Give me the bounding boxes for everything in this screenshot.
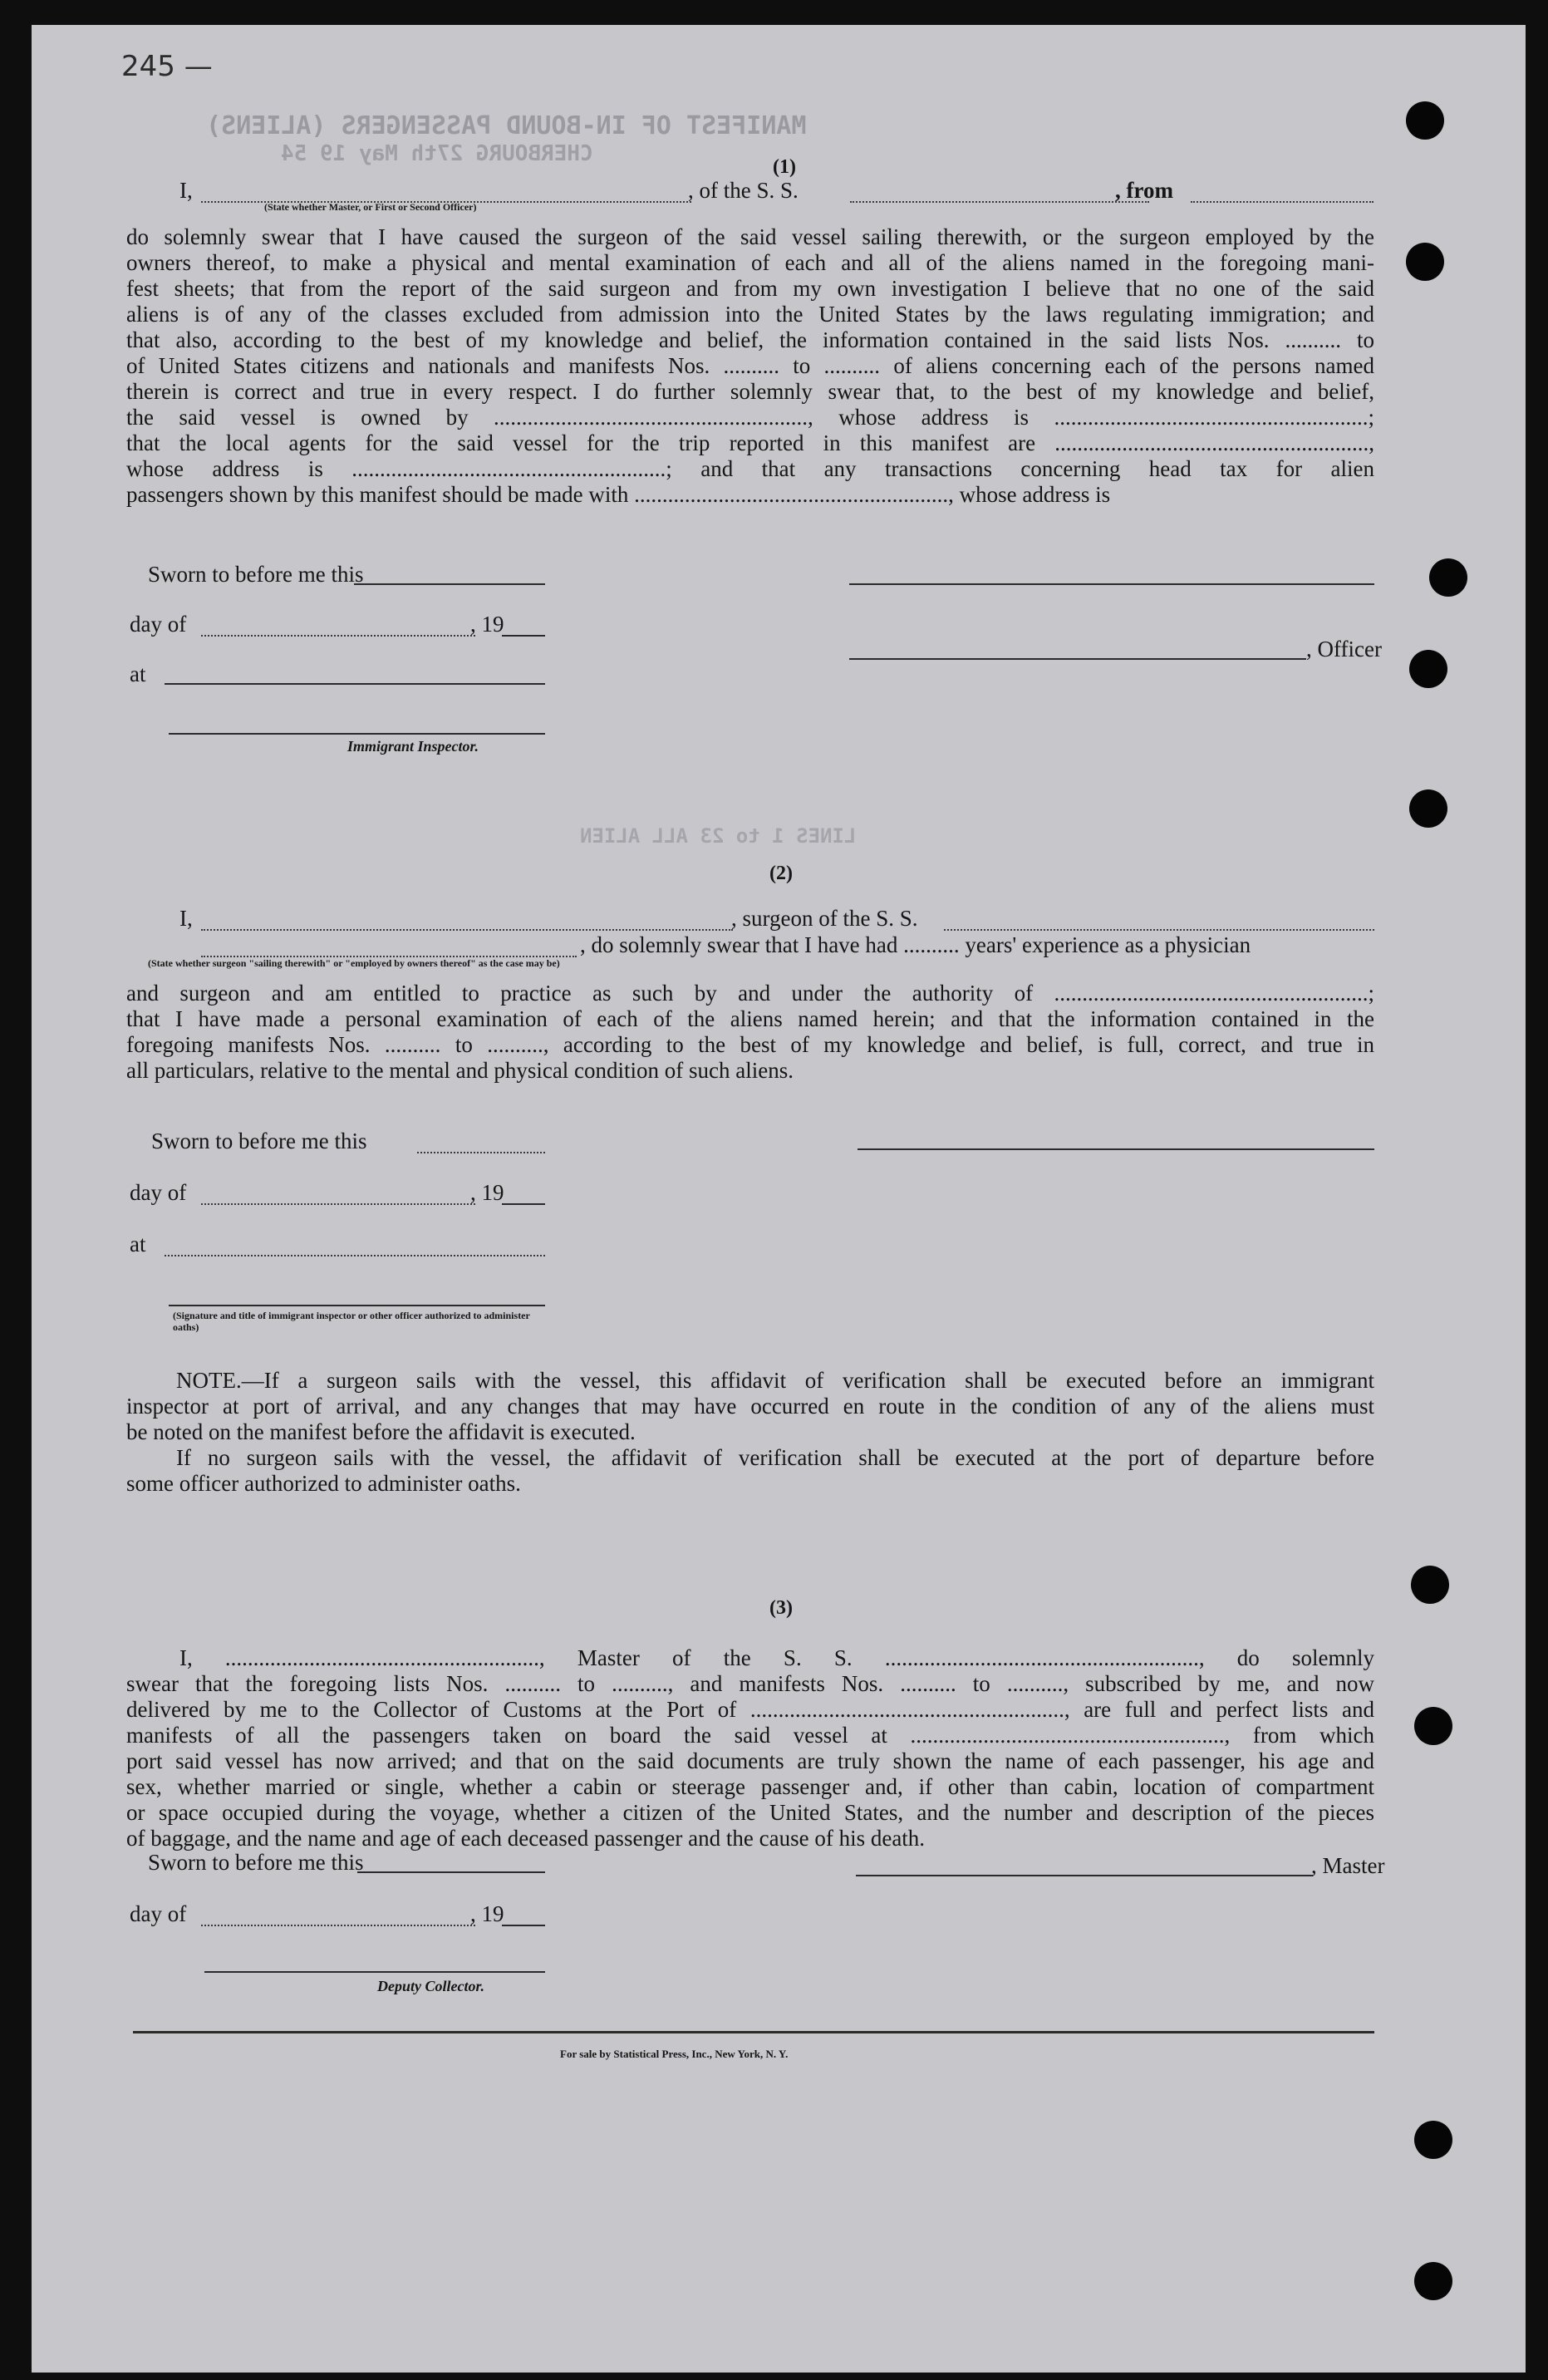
of-ss-label: , of the S. S. [688,178,799,203]
day-of-label: day of [130,612,187,637]
inspector-caption: Immigrant Inspector. [347,738,479,755]
year-label: , 19 [470,1901,504,1926]
inspector-signature-line[interactable] [169,733,545,735]
bleed-through-lines: LINES 1 to 23 ALL ALIEN [580,824,857,848]
punch-hole [1414,2262,1452,2300]
officer-signature-line[interactable] [849,658,1306,660]
vessel-name-field[interactable] [850,201,1149,203]
section1-lead: I, [179,178,193,203]
section-number-1: (1) [773,156,796,178]
master-signature-line[interactable] [856,1875,1313,1876]
manifest-sheet [32,25,1526,2373]
sworn-date-field[interactable] [354,583,545,585]
footer-rule [133,2031,1374,2033]
surgeon-note: (State whether surgeon "sailing therewith" or "employed by owners thereof" as the case may be) [148,957,560,969]
punch-hole [1411,1566,1449,1604]
deputy-caption: Deputy Collector. [377,1978,484,1994]
at-field[interactable] [165,683,545,685]
sworn-label: Sworn to before me this [151,1129,367,1153]
year-label: , 19 [470,1180,504,1205]
punch-hole [1406,243,1444,281]
section-number-3: (3) [769,1597,793,1619]
punch-hole [1414,1707,1452,1745]
day-field[interactable] [201,635,475,637]
punch-hole [1414,2121,1452,2159]
signature-note: (Signature and title of immigrant inspector or other officer authorized to administer oaths) [173,1310,530,1333]
punch-hole [1409,650,1447,688]
at-label: at [130,1232,146,1256]
section1-oath-text: do solemnly swear that I have caused the surgeon of the said vessel sailing therewith, or the surgeon employed by the owners thereof, to make a physical and mental examination of each and all of the aliens named in the foregoing mani- fest sheets; that from the report of the said surgeon and from my own investigation I believe that no one of the said aliens is of any of the classes excluded from admission into the United States by the laws regulating immigration; and that also, according to the best of my knowledge and belief, the information contained in the said lists Nos. .......... to of United States citizens and nationals and manifests Nos. .......... to .......... of aliens concerning each of the persons named therein is correct and true in every respect. I do further solemnly swear that, to the best of my knowledge and belief, the said vessel is owned by ........................................................, whose address is ........................................................; that the local agents for the said vessel for the trip reported in this manifest are ........................................................, whose address is ........................................................; and that any transactions concerning head tax for alien passengers shown by this manifest should be made with ........................................................, whose address is [126,224,1374,507]
section-number-2: (2) [769,863,793,884]
master-caption: , Master [1311,1853,1385,1878]
section2-lead: I, [179,906,193,931]
surgeon-of-label: , surgeon of the S. S. [731,906,918,931]
surgeon-signature-line[interactable] [858,1148,1374,1150]
sworn-date-field[interactable] [357,1871,545,1873]
section3-oath-text: I, ........................................................, Master of the S. S. ........................................................, do solemnly swear that the foregoing lists Nos. .......... to .........., and manifests Nos. .......... to .........., subscribed by me, and now delivered by me to the Collector of Customs at the Port of ........................................................, are full and perfect lists and manifests of all the passengers taken on board the said vessel at ........................................................, from which port said vessel has now arrived; and that on the said documents are truly shown the name of each passenger, his age and sex, whether married or single, whether a cabin or steerage passenger and, if other than cabin, location of compartment or space occupied during the voyage, whether a citizen of the United States, and the number and description of the pieces of baggage, and the name and age of each deceased passenger and the cause of his death. [126,1645,1374,1851]
sworn-label: Sworn to before me this [148,1850,364,1875]
printer-imprint: For sale by Statistical Press, Inc., New York, N. Y. [560,2048,789,2060]
from-label: , from [1115,178,1173,203]
note-text: NOTE.—If a surgeon sails with the vessel, this affidavit of verification shall be executed before an immigrant inspector at port of arrival, and any changes that may have occurred en route in the condition of any of the aliens must be noted on the manifest before the affidavit is executed. If no surgeon sails with the vessel, the affidavit of verification shall be executed at the port of departure before some officer authorized to administer oaths. [126,1368,1374,1496]
day-of-label: day of [130,1180,187,1205]
officer-caption: , Officer [1306,637,1382,661]
sworn-date-field[interactable] [417,1152,545,1153]
bleed-through-port: CHERBOURG 27th May 19 54 [281,141,593,166]
deputy-signature-line[interactable] [204,1971,545,1973]
handwritten-mark: 245 — [121,50,213,83]
day-of-label: day of [130,1901,187,1926]
officer-extra-line[interactable] [849,583,1374,585]
day-field[interactable] [201,1925,475,1926]
at-field[interactable] [165,1255,545,1256]
sworn-label: Sworn to before me this [148,562,364,587]
surgeon-vessel-field[interactable] [944,929,1374,931]
year-label: , 19 [470,612,504,637]
year-field[interactable] [502,1203,545,1205]
punch-hole [1409,789,1447,828]
at-label: at [130,661,146,686]
year-field[interactable] [502,1925,545,1926]
officer-note: (State whether Master, or First or Second Officer) [264,201,477,213]
punch-hole [1406,101,1444,140]
surgeon-name-field[interactable] [201,929,733,931]
year-field[interactable] [502,635,545,637]
punch-hole [1429,558,1467,597]
surgeon-swear-text: , do solemnly swear that I have had .......... years' experience as a physician [580,932,1251,957]
from-port-field[interactable] [1191,201,1374,203]
witness-signature-line[interactable] [169,1305,545,1306]
section2-oath-text: and surgeon and am entitled to practice as such by and under the authority of ........................................................; that I have made a personal examination of each of the aliens named herein; and that the information contained in the foregoing manifests Nos. .......... to .........., according to the best of my knowledge and belief, is full, correct, and true in all particulars, relative to the mental and physical condition of such aliens. [126,981,1374,1083]
bleed-through-heading: MANIFEST OF IN-BOUND PASSENGERS (ALIENS) [206,111,807,140]
day-field[interactable] [201,1203,475,1205]
